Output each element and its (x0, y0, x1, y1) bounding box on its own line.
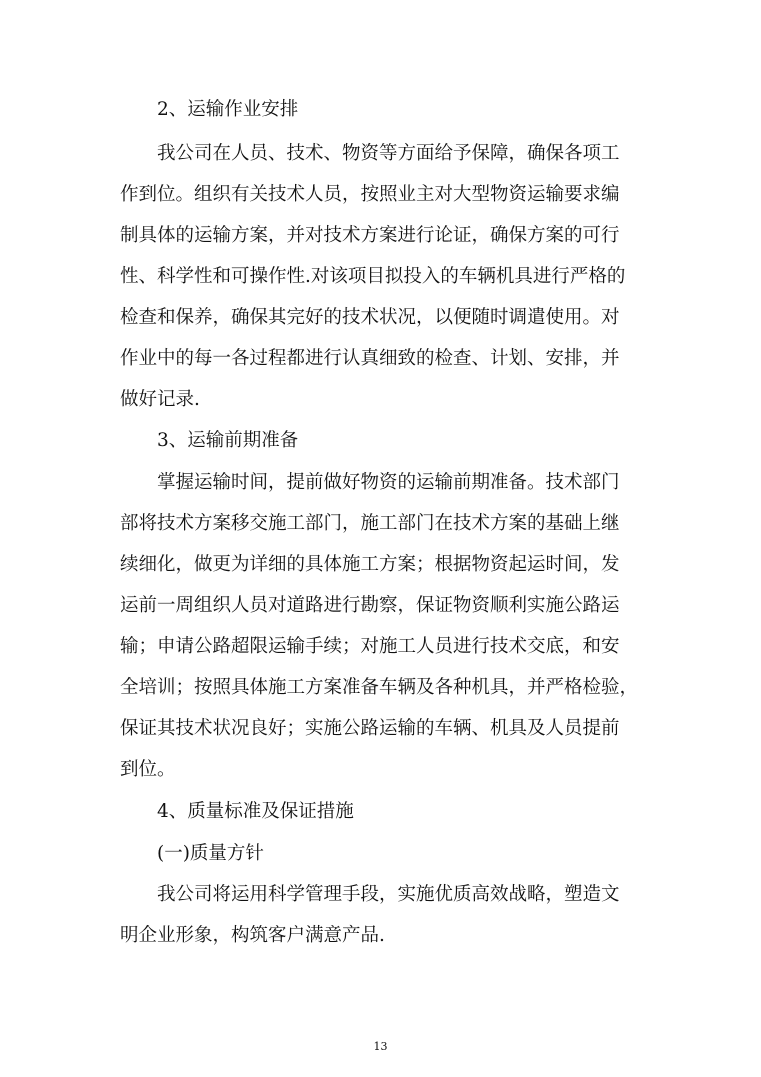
paragraph-line: 掌握运输时间，提前做好物资的运输前期准备。技术部门 (157, 472, 620, 493)
paragraph-line: 保证其技术状况良好；实施公路运输的车辆、机具及人员提前 (120, 718, 620, 739)
paragraph-line: 我公司在人员、技术、物资等方面给予保障，确保各项工 (157, 143, 620, 164)
paragraph-line: 做好记录. (120, 389, 200, 410)
section-heading: 3、运输前期准备 (157, 430, 299, 451)
paragraph-line: 到位。 (120, 759, 176, 780)
paragraph-line: 我公司将运用科学管理手段，实施优质高效战略，塑造文 (157, 884, 620, 905)
paragraph-line: 部将技术方案移交施工部门，施工部门在技术方案的基础上继 (120, 513, 620, 534)
paragraph-line: 制具体的运输方案，并对技术方案进行论证，确保方案的可行 (120, 225, 620, 246)
section-heading: 4、质量标准及保证措施 (157, 801, 354, 822)
paragraph-line: 全培训；按照具体施工方案准备车辆及各种机具，并严格检验， (120, 677, 639, 698)
paragraph-line: 性、科学性和可操作性.对该项目拟投入的车辆机具进行严格的 (120, 266, 626, 287)
page-number: 13 (373, 1040, 388, 1053)
paragraph-line: 作业中的每一各过程都进行认真细致的检查、计划、安排，并 (120, 348, 620, 369)
subsection-heading: (一)质量方针 (157, 843, 264, 864)
section-heading: 2、运输作业安排 (157, 99, 299, 120)
paragraph-line: 运前一周组织人员对道路进行勘察，保证物资顺利实施公路运 (120, 595, 620, 616)
paragraph-line: 作到位。组织有关技术人员，按照业主对大型物资运输要求编 (120, 184, 620, 205)
paragraph-line: 续细化，做更为详细的具体施工方案；根据物资起运时间，发 (120, 554, 620, 575)
paragraph-line: 检查和保养，确保其完好的技术状况，以便随时调遣使用。对 (120, 307, 620, 328)
paragraph-line: 明企业形象，构筑客户满意产品. (120, 925, 385, 946)
paragraph-line: 输；申请公路超限运输手续；对施工人员进行技术交底，和安 (120, 636, 620, 657)
